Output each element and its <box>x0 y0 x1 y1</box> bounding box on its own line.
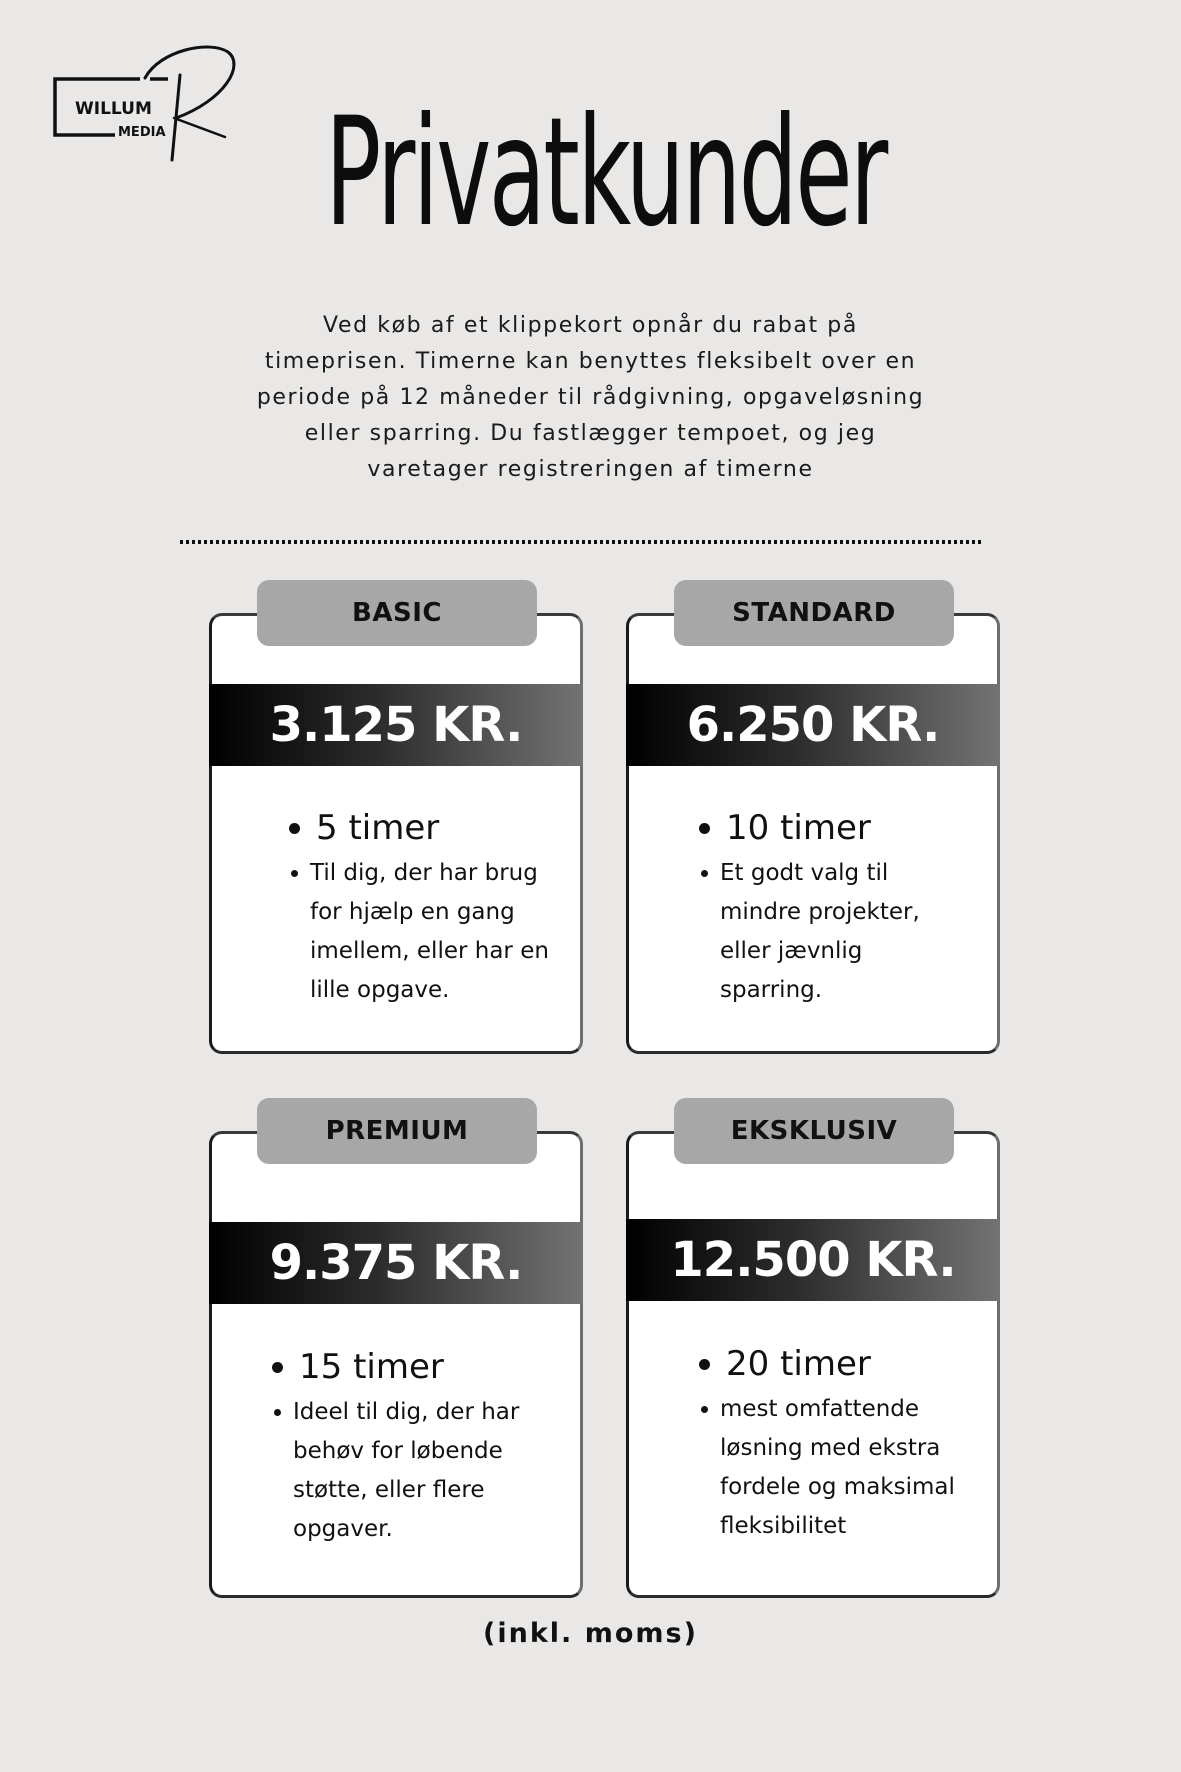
plan-details <box>212 806 580 1010</box>
plan-card-premium <box>209 1116 583 1598</box>
plan-feature <box>699 854 997 1010</box>
logo-line1: WILLUM <box>75 99 152 119</box>
intro-line: timeprisen. Timerne kan benyttes fleksibelt over en <box>264 349 917 374</box>
willum-media-logo-icon <box>50 40 250 170</box>
plan-name-eksklusiv: EKSKLUSIV <box>674 1098 954 1164</box>
intro-line: periode på 12 måneder til rådgivning, opgaveløsning <box>256 385 925 410</box>
feature-line: sparring. <box>720 977 823 1003</box>
plan-feature <box>699 1390 997 1546</box>
feature-line: mindre projekter, <box>720 899 920 925</box>
intro-line: eller sparring. Du fastlægger tempoet, og jeg <box>304 421 877 446</box>
plan-feature <box>272 1393 580 1549</box>
feature-line: fordele og maksimal <box>720 1474 955 1500</box>
plan-details <box>629 1342 997 1546</box>
bullet-icon <box>272 1362 283 1373</box>
bullet-icon <box>274 1409 281 1416</box>
feature-line: fleksibilitet <box>720 1513 847 1539</box>
bullet-icon <box>699 823 710 834</box>
hours-label: 20 timer <box>726 1344 871 1384</box>
hours-label: 10 timer <box>726 808 871 848</box>
plan-hours <box>699 806 997 850</box>
plan-card-basic <box>209 598 583 1054</box>
plan-hours <box>699 1342 997 1386</box>
intro-line: varetager registreringen af timerne <box>367 457 814 482</box>
feature-line: støtte, eller flere <box>293 1477 485 1503</box>
plan-price-standard: 6.250 KR. <box>626 684 1000 766</box>
intro-text <box>200 308 981 488</box>
feature-line: eller jævnlig <box>720 938 863 964</box>
page-title: Privatkunder <box>325 86 886 260</box>
bullet-icon <box>701 1406 708 1413</box>
plan-price-premium: 9.375 KR. <box>209 1222 583 1304</box>
feature-line: behøv for løbende <box>293 1438 503 1464</box>
feature-line: lille opgave. <box>310 977 450 1003</box>
bullet-icon <box>291 870 298 877</box>
feature-line: Ideel til dig, der har <box>293 1399 520 1425</box>
plan-details <box>212 1345 580 1549</box>
feature-line: løsning med ekstra <box>720 1435 941 1461</box>
plan-name-premium: PREMIUM <box>257 1098 537 1164</box>
feature-line: Et godt valg til <box>720 860 889 886</box>
feature-line: opgaver. <box>293 1516 393 1542</box>
plan-card-eksklusiv <box>626 1116 1000 1598</box>
plan-price-basic: 3.125 KR. <box>209 684 583 766</box>
bullet-icon <box>701 870 708 877</box>
logo-line2: MEDIA <box>118 125 166 140</box>
intro-line: Ved køb af et klippekort opnår du rabat på <box>323 313 858 338</box>
hours-label: 15 timer <box>299 1347 444 1387</box>
vat-footnote: (inkl. moms) <box>483 1618 698 1649</box>
feature-line: imellem, eller har en <box>310 938 549 964</box>
brand-logo <box>50 40 250 170</box>
plan-card-standard <box>626 598 1000 1054</box>
plan-price-eksklusiv: 12.500 KR. <box>626 1219 1000 1301</box>
feature-line: Til dig, der har brug <box>310 860 538 886</box>
feature-line: mest omfattende <box>720 1396 920 1422</box>
bullet-icon <box>289 823 300 834</box>
plan-feature <box>289 854 580 1010</box>
plan-details <box>629 806 997 1010</box>
feature-line: for hjælp en gang <box>310 899 515 925</box>
plan-name-standard: STANDARD <box>674 580 954 646</box>
dotted-divider <box>180 540 983 544</box>
bullet-icon <box>699 1359 710 1370</box>
plan-hours <box>272 1345 580 1389</box>
plan-name-basic: BASIC <box>257 580 537 646</box>
hours-label: 5 timer <box>316 808 440 848</box>
plan-hours <box>289 806 580 850</box>
